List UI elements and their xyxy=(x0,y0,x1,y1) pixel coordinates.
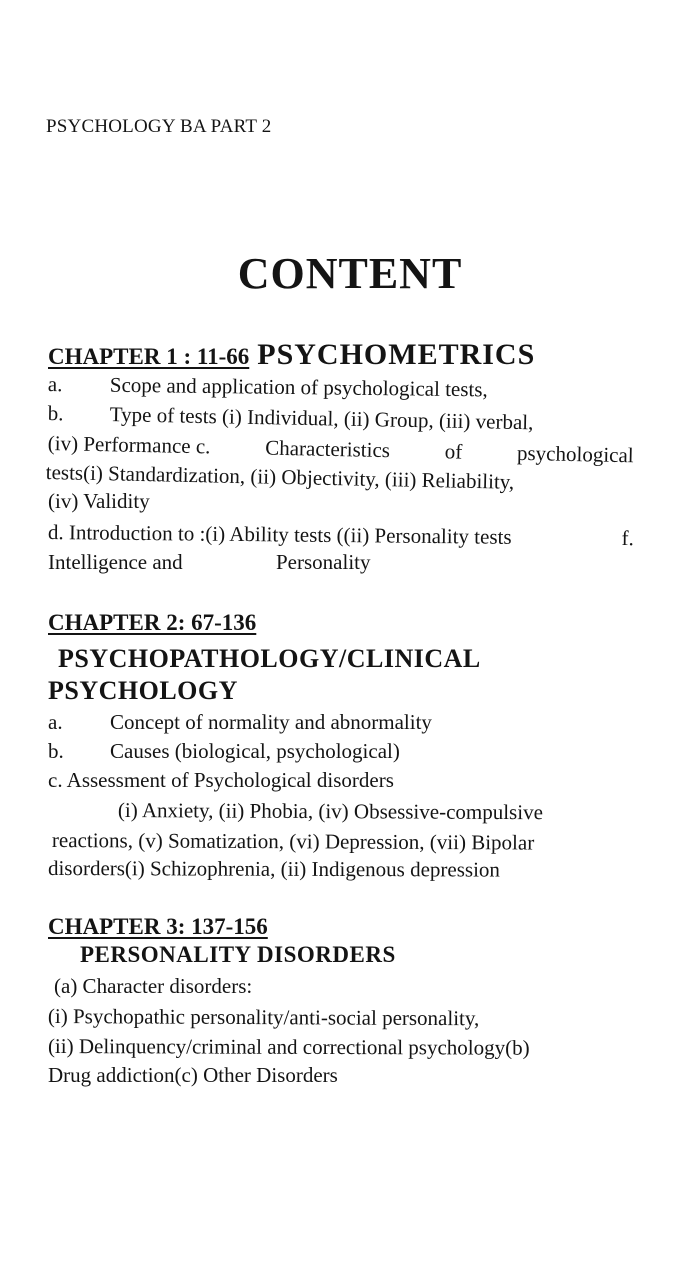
page-header: PSYCHOLOGY BA PART 2 xyxy=(46,116,272,137)
chapter1-line3-d: psychological xyxy=(516,440,634,468)
chapter1-line5: (iv) Validity xyxy=(48,489,150,513)
chapter1-line7 xyxy=(48,552,371,573)
chapter3-line2: (i) Psychopathic personality/anti-social personality, xyxy=(47,1004,480,1031)
chapter1-line3-c: of xyxy=(444,439,463,464)
chapter2-line5: reactions, (v) Somatization, (vi) Depression, (vii) Bipolar xyxy=(51,828,535,855)
chapter1-line3-b: Characteristics xyxy=(264,435,391,463)
chapter2-b-text: Causes (biological, psychological) xyxy=(110,739,400,763)
chapter1-b-text: Type of tests (i) Individual, (ii) Group, (iii) verbal, xyxy=(109,402,534,435)
chapter3-title: PERSONALITY DISORDERS xyxy=(80,942,396,967)
chapter3-line3: (ii) Delinquency/criminal and correctional psychology(b) xyxy=(47,1034,530,1060)
chapter1-label: CHAPTER 1 : 11-66 xyxy=(48,344,250,369)
chapter2-label: CHAPTER 2: 67-136 xyxy=(48,610,257,635)
chapter3-line4: Drug addiction(c) Other Disorders xyxy=(48,1063,338,1087)
chapter2-title-line2: PSYCHOLOGY xyxy=(48,676,238,705)
chapter2-title-line1: PSYCHOPATHOLOGY/CLINICAL xyxy=(58,644,481,673)
chapter2-item-b xyxy=(48,741,400,762)
chapter1-title: PSYCHOMETRICS xyxy=(257,338,536,371)
chapter1-line7-a: Intelligence and xyxy=(48,550,183,574)
chapter3-line1: (a) Character disorders: xyxy=(54,974,253,998)
chapter2-b-marker: b. xyxy=(48,739,64,763)
chapter1-a-text: Scope and application of psychological tests, xyxy=(109,372,488,402)
chapter1-item-b xyxy=(48,403,534,433)
chapter2-line6: disorders(i) Schizophrenia, (ii) Indigenous depression xyxy=(47,856,500,882)
chapter3-label: CHAPTER 3: 137-156 xyxy=(48,914,268,939)
chapter1-line6-a: d. Introduction to :(i) Ability tests ((ii) Personality tests xyxy=(47,520,512,549)
page-title: CONTENT xyxy=(237,249,463,298)
chapter2-line4: (i) Anxiety, (ii) Phobia, (iv) Obsessive-compulsive xyxy=(117,798,543,825)
chapter2-a-marker: a. xyxy=(48,710,63,734)
chapter1-line7-b: Personality xyxy=(276,550,371,574)
chapter1-line6 xyxy=(48,522,634,549)
chapter1-line3-a: (iv) Performance c. xyxy=(47,431,211,459)
chapter2-heading xyxy=(48,610,256,636)
chapter2-item-c: c. Assessment of Psychological disorders xyxy=(48,768,394,792)
chapter1-line4: tests(i) Standardization, (ii) Objectivity, (iii) Reliability, xyxy=(45,460,515,494)
chapter1-b-marker: b. xyxy=(47,401,64,426)
chapter2-a-text: Concept of normality and abnormality xyxy=(110,710,432,734)
chapter1-item-a xyxy=(48,374,488,400)
chapter3-heading xyxy=(48,914,268,940)
chapter2-item-a xyxy=(48,712,432,733)
chapter1-heading xyxy=(48,338,535,372)
chapter1-line6-b: f. xyxy=(621,526,634,551)
chapter1-a-marker: a. xyxy=(47,372,63,397)
